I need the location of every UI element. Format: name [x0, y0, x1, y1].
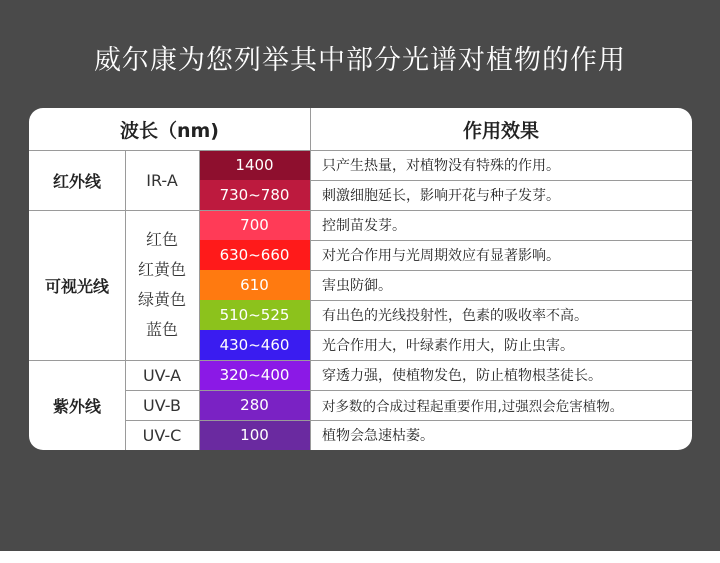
sub-uv-c: UV-C	[142, 425, 182, 445]
effect-cell: 害虫防御。	[322, 278, 392, 294]
divider	[29, 210, 692, 211]
divider	[125, 420, 692, 421]
divider	[310, 180, 692, 181]
wavelength-cell: 610	[199, 270, 310, 300]
divider	[310, 330, 692, 331]
effect-cell: 穿透力强，使植物发色，防止植物根茎徒长。	[322, 368, 602, 384]
bottom-band	[0, 551, 720, 563]
wavelength-cell: 320~400	[199, 360, 310, 390]
wavelength-cell: 280	[199, 390, 310, 420]
divider	[125, 150, 126, 450]
divider	[29, 150, 692, 151]
effect-cell: 控制苗发芽。	[322, 218, 406, 234]
category-visible-light: 可视光线	[44, 276, 109, 296]
wavelength-cell: 630~660	[199, 240, 310, 270]
effect-cell: 对多数的合成过程起重要作用,过强烈会危害植物。	[322, 399, 624, 415]
header-wavelength: 波长（nm)	[119, 119, 219, 142]
sub-uv-a: UV-A	[142, 365, 182, 385]
divider	[310, 300, 692, 301]
wavelength-cell: 510~525	[199, 300, 310, 330]
effect-cell: 植物会急速枯萎。	[322, 428, 434, 444]
wavelength-cell: 700	[199, 210, 310, 240]
effect-cell: 刺激细胞延长，影响开花与种子发芽。	[322, 188, 560, 204]
page-title: 威尔康为您列举其中部分光谱对植物的作用	[94, 45, 626, 76]
effect-cell: 对光合作用与光周期效应有显著影响。	[322, 248, 560, 264]
effect-cell: 有出色的光线投射性，色素的吸收率不高。	[322, 308, 588, 324]
sub-uv-b: UV-B	[143, 395, 181, 415]
effect-cell: 只产生热量，对植物没有特殊的作用。	[322, 158, 560, 174]
category-infrared: 红外线	[52, 171, 101, 191]
divider	[125, 390, 692, 391]
sub-red-yellow: 红黄色	[137, 260, 186, 279]
divider	[310, 108, 311, 450]
sub-visible-colors	[125, 210, 199, 360]
sub-green-yellow: 绿黄色	[137, 290, 186, 309]
header-effect: 作用效果	[462, 119, 539, 142]
divider	[199, 150, 200, 450]
divider	[310, 270, 692, 271]
divider	[29, 360, 692, 361]
sub-blue: 蓝色	[145, 320, 178, 339]
wavelength-cell: 1400	[199, 150, 310, 180]
sub-ir-a: IR-A	[146, 170, 178, 190]
effect-cell: 光合作用大，叶绿素作用大，防止虫害。	[322, 338, 574, 354]
wavelength-cell: 100	[199, 420, 310, 450]
wavelength-cell: 730~780	[199, 180, 310, 210]
category-ultraviolet: 紫外线	[52, 396, 101, 416]
wavelength-cell: 430~460	[199, 330, 310, 360]
spectrum-table	[29, 108, 692, 450]
sub-red: 红色	[145, 230, 178, 249]
divider	[310, 240, 692, 241]
